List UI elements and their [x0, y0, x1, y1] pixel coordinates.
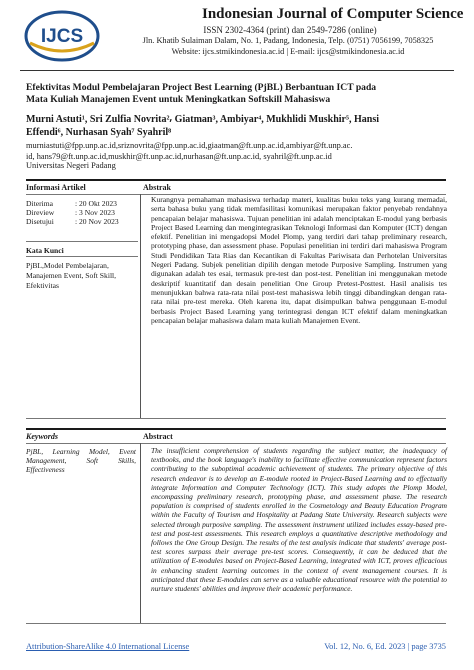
authors-line: Effendi⁶, Nurhasan Syah⁷ Syahril⁸ — [26, 126, 172, 138]
journal-address: Jln. Khatib Sulaiman Dalam, No. 1, Padang, Indonesia, Telp. (0751) 7056199, 7058325 — [142, 36, 434, 45]
keywords-en: PjBL, Learning Model, Event Management, Soft Skills, Effectiveness — [26, 447, 136, 475]
keywords-id: PjBL,Model Pembelajaran, Manajemen Event, Soft Skill, Efektivitas — [26, 261, 117, 290]
info-heading: Informasi Artikel — [26, 183, 86, 192]
article-title-line: Mata Kuliah Manajemen Event untuk Meningkatkan Softskill Mahasiswa — [26, 93, 331, 105]
section-rule — [26, 418, 446, 419]
article-dates — [26, 199, 119, 226]
journal-header — [20, 6, 464, 66]
date-row — [26, 199, 119, 208]
section-rule — [26, 443, 446, 444]
section-rule — [26, 241, 138, 242]
column-divider — [140, 443, 141, 623]
section-rule — [26, 256, 138, 257]
date-label: Disetujui — [26, 217, 54, 226]
date-label: Diterima — [26, 199, 53, 208]
date-value: : 20 Nov 2023 — [75, 217, 119, 226]
date-label: Direview — [26, 208, 55, 217]
emails-line: id, hans79@ft.unp.ac.id,muskhir@ft.unp.ac.id,nurhasan@ft.unp.ac.id, syahril@ft.unp.ac.id — [26, 151, 332, 161]
abstract-en-heading: Abstract — [143, 432, 173, 441]
section-rule — [26, 179, 446, 181]
header-rule — [20, 70, 454, 71]
article-title-line: Efektivitas Modul Pembelajaran Project Best Learning (PjBL) Berbantuan ICT pada — [26, 82, 377, 93]
section-rule — [26, 623, 446, 624]
section-rule — [26, 428, 446, 430]
journal-website: Website: ijcs.stmikindonesia.ac.id | E-mail: ijcs@stmikindonesia.ac.id — [171, 47, 405, 56]
journal-issn: ISSN 2302-4364 (print) dan 2549-7286 (online) — [203, 25, 377, 35]
date-value: : 20 Okt 2023 — [75, 199, 117, 208]
volume-info: Vol. 12, No. 6, Ed. 2023 | page 3735 — [324, 642, 446, 651]
date-value: : 3 Nov 2023 — [75, 208, 115, 217]
journal-logo — [24, 9, 100, 63]
emails-line: murniastuti@fpp.unp.ac.id,sriznovrita@fpp.unp.ac.id,giaatman@ft.unp.ac.id,ambiyar@ft.unp.ac. — [26, 141, 353, 150]
keywords-en-heading: Keywords — [26, 432, 58, 441]
date-row — [26, 217, 119, 226]
article-title — [26, 82, 430, 105]
journal-name: Indonesian Journal of Computer Science — [202, 6, 464, 22]
date-row — [26, 208, 119, 217]
logo-text: IJCS — [40, 26, 84, 47]
author-emails — [26, 141, 446, 162]
license-link[interactable]: Attribution-ShareAlike 4.0 International License — [26, 642, 190, 651]
keywords-id-heading: Kata Kunci — [26, 246, 64, 255]
authors-line: Murni Astuti¹, Sri Zulfia Novrita²⸴ Giatman³, Ambiyar⁴, Mukhlidi Muskhir⁵, Hansi — [26, 114, 379, 125]
abstract-id-heading: Abstrak — [143, 183, 172, 192]
article-authors — [26, 114, 446, 139]
abstract-en-text: The insufficient comprehension of students regarding the subject matter, the inadequacy of textbooks, and the book language's inability to facilitate effective communication represent factors contributing to the suboptimal academic achievement of students. The primary objective of this research endeavor is to develop an E-module rooted in Project-Based Learning and to effectually integrate Information and Computer Technology (ICT). This study adopts the Plomp Model, encompassing preliminary research, prototyping phase, and assessment phase. The research population is comprised of students enrolled in the Cosmetology and Beauty Education Program within the Faculty of Tourism and Hospitality at Padang State University. Research subjects were selected through purposive sampling. The assessment instrument utilized includes essay-based pre-test and post-test assessments. This research employs a quantitative descriptive methodology and follows the One Group Design. The results of the test analysis indicate that students' average post-test scores surpass their average pre-test scores. Consequently, it can be deduced that the utilization of E-modules based on Project-Based Learning, integrated with ICT, proves efficacious in enhancing student learning outcomes in the context of event management courses. It is anticipated that these E-modules can serve as a valuable educational resource with the potential to nurture students' abilities and improve their academic performance. — [151, 446, 447, 594]
column-divider — [140, 194, 141, 418]
affiliation: Universitas Negeri Padang — [26, 161, 116, 170]
abstract-id-text: Kurangnya pemahaman mahasiswa terhadap materi, kualitas buku teks yang kurang memadai, serta bahasa buku yang tidak memfasilitasi komunikasi merupakan faktor penyebab rendahnya pencapaian belajar mahasiswa. Tujuan penelitian ini adalah menciptakan E-modul yang berbasis Project Based Learning dan mengintegrasikan Teknologi Informasi dan Komputer (ICT) dengan efektif. Penelitian ini mengadopsi Model Plomp, yang terdiri dari tahap preliminary research, prototyping phase, dan assessment phase. Populasi penelitian ini terdiri dari mahasiswa Program Studi Pendidikan Tata Rias dan Kecantikan di Fakultas Pariwisata dan Perhotelan Universitas Negeri Padang. Subjek penelitian dipilih dengan metode Purposive Sampling. Instrumen yang digunakan adalah tes esai, termasuk pre-test dan post-test. Penelitian ini menggunakan metode deskriptif kuantitatif dan desain penelitian One Group Pretest-Posttest. Hasil analisis tes menunjukkan bahwa rata-rata nilai post-test mahasiswa lebih tinggi dibandingkan dengan rata-rata nilai pre-test mereka. Oleh karena itu, dapat disimpulkan bahwa penggunaan E-modul berbasis Project Based Learning yang terintegrasi dengan ICT efektif dalam meningkatkan pencapaian belajar mahasiswa dalam mata kuliah Manajemen Event. — [151, 195, 447, 325]
